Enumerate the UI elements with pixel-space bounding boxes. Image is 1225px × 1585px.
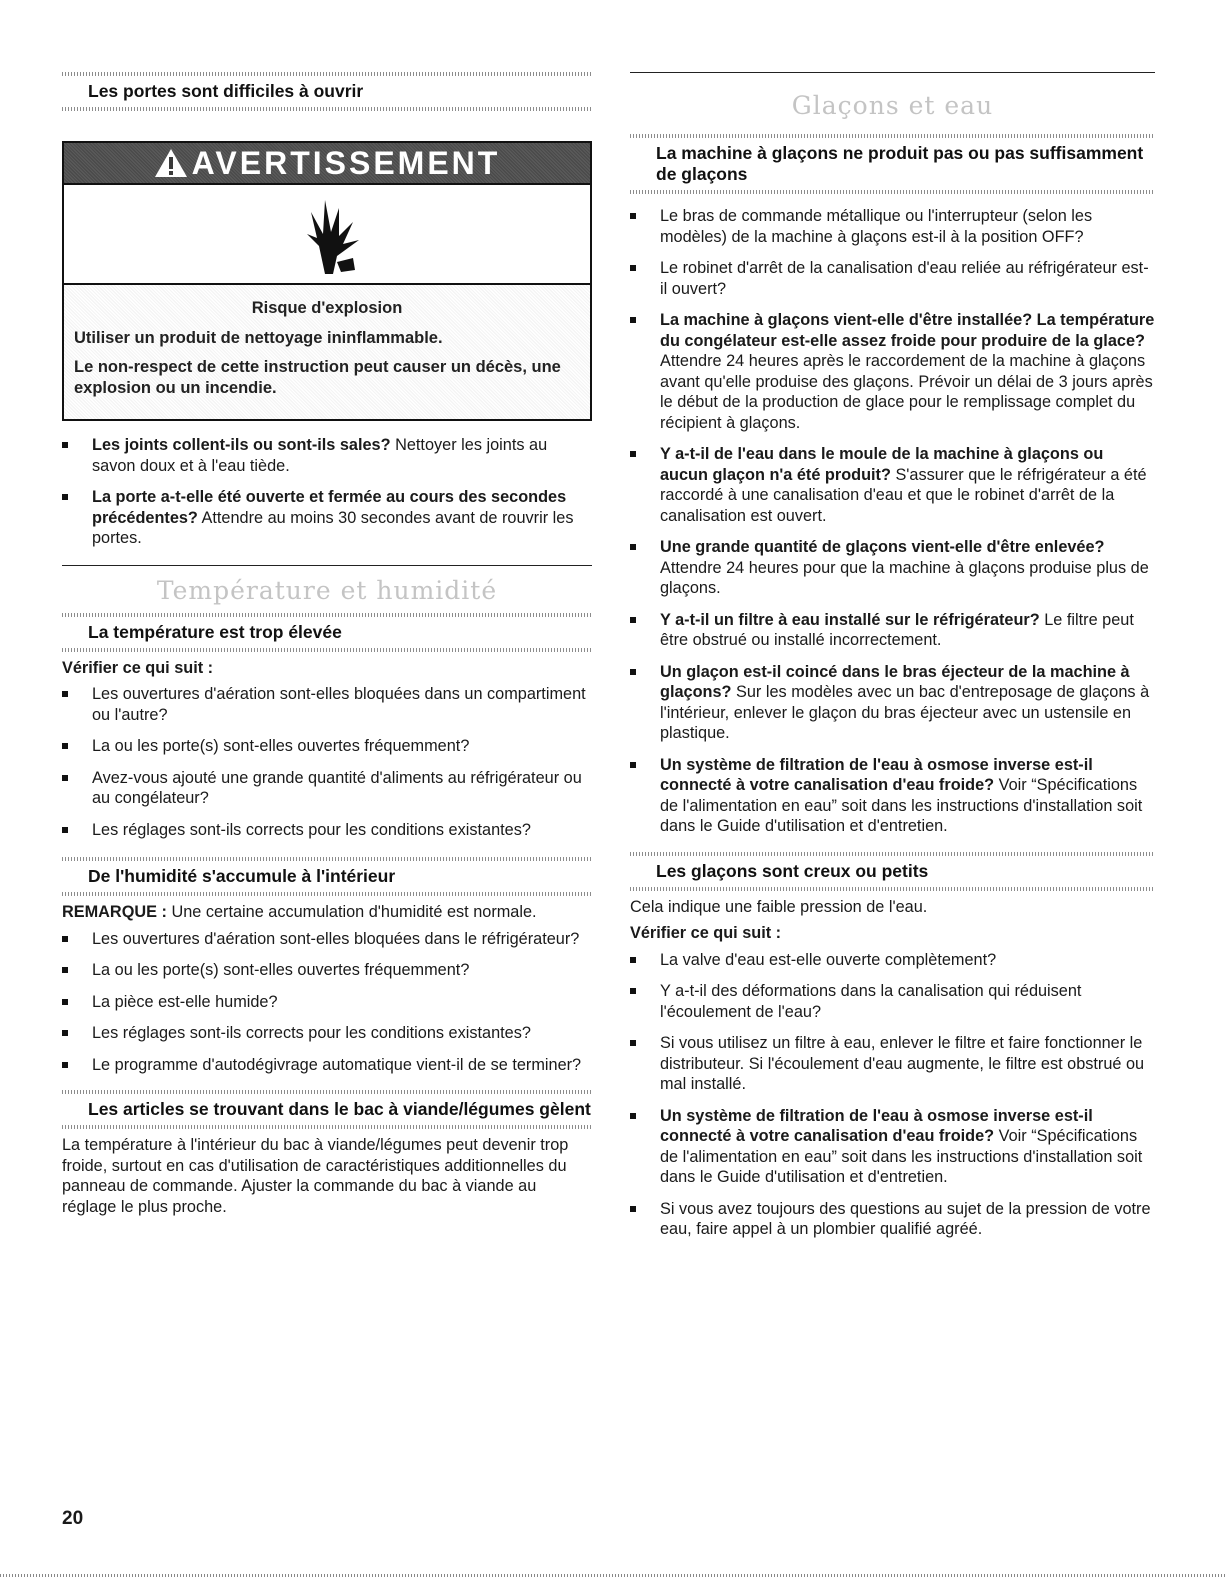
warning-box — [62, 141, 592, 421]
explosion-icon — [287, 194, 367, 274]
divider — [630, 190, 1155, 194]
doors-list — [62, 435, 592, 549]
hollow-heading: Les glaçons sont creux ou petits — [656, 860, 929, 881]
list-item: Y a-t-il un filtre à eau installé sur le réfrigérateur? Le filtre peut être obstrué ou installé incorrectement. — [630, 610, 1155, 651]
divider — [62, 107, 592, 111]
divider — [62, 1090, 592, 1094]
divider — [630, 887, 1155, 891]
list-item: La valve d'eau est-elle ouverte complètement? — [630, 950, 1155, 971]
list-item: Une grande quantité de glaçons vient-elle d'être enlevée? Attendre 24 heures pour que la machine à glaçons produise plus de glaçons. — [630, 537, 1155, 599]
list-item: Les ouvertures d'aération sont-elles bloquées dans le réfrigérateur? — [62, 929, 592, 950]
list-item: Les réglages sont-ils corrects pour les conditions existantes? — [62, 1023, 592, 1044]
temp-heading: La température est trop élevée — [88, 621, 342, 642]
risk-title: Risque d'explosion — [251, 299, 403, 317]
warning-header — [64, 143, 590, 185]
warning-title: AVERTISSEMENT — [191, 144, 501, 181]
warning-body — [64, 285, 590, 419]
warning-triangle-icon — [154, 148, 188, 178]
divider — [62, 72, 592, 76]
section-title-temperature: Température et humidité — [156, 575, 498, 605]
divider — [62, 857, 592, 861]
divider — [62, 1125, 592, 1129]
hollow-text: Cela indique une faible pression de l'eau. — [630, 897, 928, 916]
page-number: 20 — [62, 1508, 84, 1529]
bottom-divider — [0, 1574, 1225, 1577]
list-item: La porte a-t-elle été ouverte et fermée au cours des secondes précédentes? Attendre au moins 30 secondes avant de rouvrir les portes. — [62, 487, 592, 549]
warning-line-1: Utiliser un produit de nettoyage ininflammable. — [74, 329, 443, 347]
list-item: Le bras de commande métallique ou l'interrupteur (selon les modèles) de la machine à glaçons est-il à la position OFF? — [630, 206, 1155, 247]
temp-list — [62, 684, 592, 840]
doors-heading: Les portes sont difficiles à ouvrir — [88, 81, 364, 101]
hollow-list — [630, 950, 1155, 1240]
list-item: La ou les porte(s) sont-elles ouvertes fréquemment? — [62, 736, 592, 757]
divider — [630, 134, 1155, 138]
list-item: Les réglages sont-ils corrects pour les conditions existantes? — [62, 820, 592, 841]
list-item: Un système de filtration de l'eau à osmose inverse est-il connecté à votre canalisation d'eau froide? Voir “Spécifications de l'alimentation en eau” soit dans les instructions d'installation soit dans le Guide d'utilisation et d'entretien. — [630, 755, 1155, 837]
section-title-ice: Glaçons et eau — [791, 91, 994, 120]
list-item: Les ouvertures d'aération sont-elles bloquées dans un compartiment ou l'autre? — [62, 684, 592, 725]
divider — [62, 613, 592, 617]
ice-list — [630, 206, 1155, 837]
list-item: Le programme d'autodégivrage automatique vient-il de se terminer? — [62, 1055, 592, 1076]
list-item: Les joints collent-ils ou sont-ils sales? Nettoyer les joints au savon doux et à l'eau tiède. — [62, 435, 592, 476]
list-item: Avez-vous ajouté une grande quantité d'aliments au réfrigérateur ou au congélateur? — [62, 768, 592, 809]
humid-heading: De l'humidité s'accumule à l'intérieur — [88, 866, 396, 886]
list-item: Si vous utilisez un filtre à eau, enlever le filtre et faire fonctionner le distributeur. Si l'écoulement d'eau augmente, le filtre est obstrué ou mal installé. — [630, 1033, 1155, 1095]
list-item: La pièce est-elle humide? — [62, 992, 592, 1013]
list-item: Y a-t-il des déformations dans la canalisation qui réduisent l'écoulement de l'eau? — [630, 981, 1155, 1022]
list-item: Un glaçon est-il coincé dans le bras éjecteur de la machine à glaçons? Sur les modèles avec un bac d'entreposage de glaçons à l'intérieur, enlever le glaçon du bras éjecteur avec un ustensile en plastique. — [630, 662, 1155, 744]
freeze-text: La température à l'intérieur du bac à viande/légumes peut devenir trop froide, surtout en cas d'utilisation de caractéristiques additionnelles du panneau de commande. Ajuster la commande du bac à viande au réglage le plus proche. — [62, 1136, 569, 1216]
list-item: Y a-t-il de l'eau dans le moule de la machine à glaçons ou aucun glaçon n'a été produit? S'assurer que le réfrigérateur a été raccordé à une canalisation d'eau et que le robinet d'arrêt de la canalisation est ouvert. — [630, 444, 1155, 526]
humid-list — [62, 929, 592, 1076]
warning-symbol-area — [64, 185, 590, 285]
warning-line-2: Le non-respect de cette instruction peut causer un décès, une explosion ou un incendie. — [74, 358, 561, 397]
list-item: La machine à glaçons vient-elle d'être installée? La température du congélateur est-elle assez froide pour produire de la glace? Attendre 24 heures après le raccordement de la machine à glaçons avant qu'elle produise des glaçons. Prévoir un délai de 3 jours après le début de la production de glace pour le remplissage complet du récipient à glaçons. — [630, 310, 1155, 433]
list-item: Le robinet d'arrêt de la canalisation d'eau reliée au réfrigérateur est-il ouvert? — [630, 258, 1155, 299]
list-item: La ou les porte(s) sont-elles ouvertes fréquemment? — [62, 960, 592, 981]
divider — [62, 892, 592, 896]
freeze-heading: Les articles se trouvant dans le bac à viande/légumes gèlent — [88, 1099, 591, 1119]
list-item: Un système de filtration de l'eau à osmose inverse est-il connecté à votre canalisation d'eau froide? Voir “Spécifications de l'alimentation en eau” soit dans les instructions d'installation soit dans le Guide d'utilisation et d'entretien. — [630, 1106, 1155, 1188]
divider — [62, 648, 592, 652]
list-item: Si vous avez toujours des questions au sujet de la pression de votre eau, faire appel à un plombier qualifié agréé. — [630, 1199, 1155, 1240]
temp-check-label: Vérifier ce qui suit : — [62, 658, 214, 677]
hollow-check-label: Vérifier ce qui suit : — [630, 924, 782, 942]
divider — [630, 852, 1155, 856]
humid-note: REMARQUE : Une certaine accumulation d'humidité est normale. — [62, 903, 537, 921]
ice-heading: La machine à glaçons ne produit pas ou pas suffisamment de glaçons — [656, 143, 1144, 184]
left-column — [62, 0, 592, 1223]
right-column — [630, 0, 1155, 1251]
